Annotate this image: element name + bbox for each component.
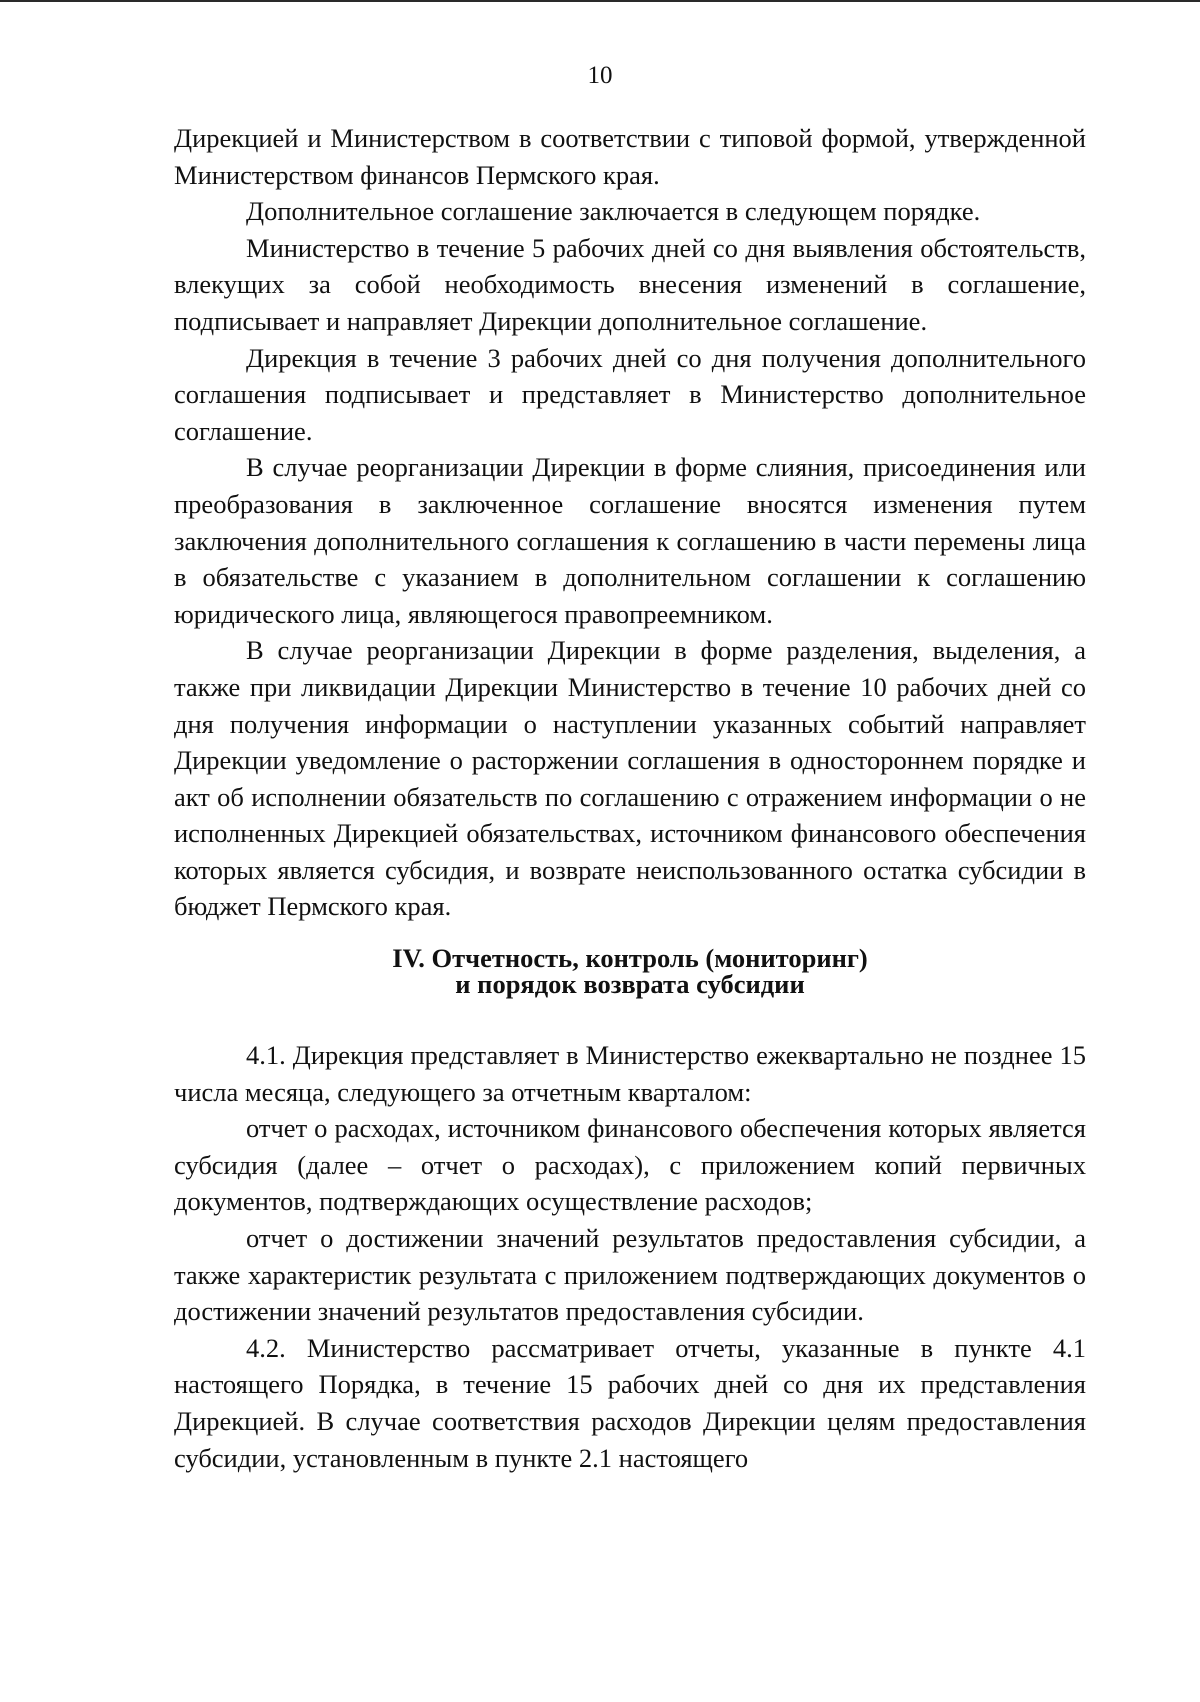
section-heading [174,943,1086,1000]
paragraph: Дирекцией и Министерством в соответствии с типовой формой, утвержденной Министерством финансов Пермского края. [174,123,1086,190]
paragraph: В случае реорганизации Дирекции в форме разделения, выделения, а также при ликвидации Дирекции Министерство в течение 10 рабочих дней со дня получения информации о наступлении указанных событий направляет Дирекции уведомление о расторжении соглашения в одностороннем порядке и акт об исполнении обязательств по соглашению с отражением информации о не исполненных Дирекцией обязательствах, источником финансового обеспечения которых является субсидия, и возврате неиспользованного остатка субсидии в бюджет Пермского края. [174,635,1086,922]
paragraph: Дополнительное соглашение заключается в следующем порядке. [246,196,981,227]
paragraph: Дирекция в течение 3 рабочих дней со дня получения дополнительного соглашения подписывает и представляет в Министерство дополнительное соглашение. [174,342,1086,446]
section-heading-line: и порядок возврата субсидии [455,969,805,1000]
section-heading-line: IV. Отчетность, контроль (мониторинг) [392,943,868,974]
paragraph: В случае реорганизации Дирекции в форме слияния, присоединения или преобразования в заключенное соглашение вносятся изменения путем заключения дополнительного соглашения к соглашению в части перемены лица в обязательстве с указанием в дополнительном соглашении к соглашению юридического лица, являющегося правопреемником. [174,452,1086,629]
document-body [174,120,1086,1476]
paragraph: отчет о достижении значений результатов предоставления субсидии, а также характеристик результата с приложением подтверждающих документов о достижении значений результатов предоставления субсидии. [174,1223,1086,1327]
paragraph: отчет о расходах, источником финансового обеспечения которых является субсидия (далее – отчет о расходах), с приложением копий первичных документов, подтверждающих осуществление расходов; [174,1113,1086,1217]
page-number: 10 [587,62,613,89]
paragraph: Министерство в течение 5 рабочих дней со дня выявления обстоятельств, влекущих за собой необходимость внесения изменений в соглашение, подписывает и направляет Дирекции дополнительное соглашение. [174,232,1086,336]
page-top-edge [0,0,1200,2]
spacer [174,997,1086,1037]
paragraph: 4.1. Дирекция представляет в Министерство ежеквартально не позднее 15 числа месяца, следующего за отчетным кварталом: [174,1040,1086,1107]
paragraph: 4.2. Министерство рассматривает отчеты, указанные в пункте 4.1 настоящего Порядка, в течение 15 рабочих дней со дня их представления Дирекцией. В случае соответствия расходов Дирекции целям предоставления субсидии, установленным в пункте 2.1 настоящего [174,1332,1086,1473]
